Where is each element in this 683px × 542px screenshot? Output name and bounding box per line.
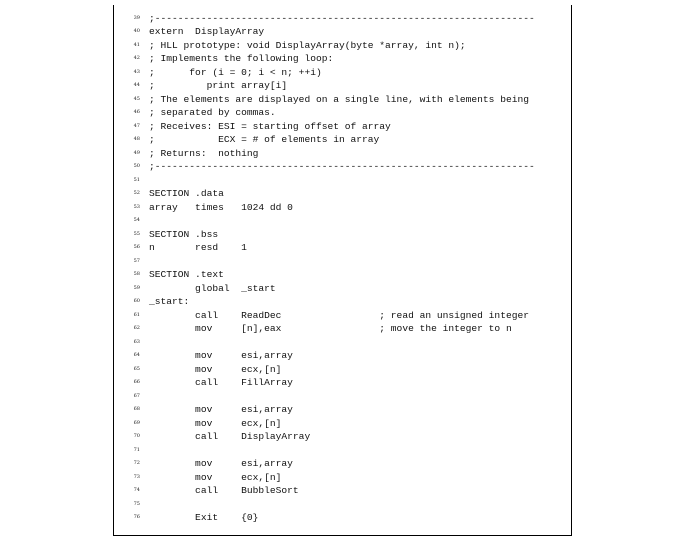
code-line — [114, 79, 571, 93]
code-text: call DisplayArray — [149, 431, 311, 442]
code-line — [114, 417, 571, 431]
line-number: 41 — [133, 41, 140, 48]
line-number: 74 — [133, 487, 140, 493]
code-line — [114, 255, 571, 269]
code-line — [114, 498, 571, 512]
code-line — [114, 39, 571, 53]
code-line — [114, 106, 571, 120]
line-number: 67 — [133, 392, 140, 399]
line-number: 61 — [133, 311, 140, 318]
code-text: mov ecx,[n] — [149, 417, 282, 429]
code-text: call BubbleSort — [149, 485, 299, 496]
code-line — [114, 268, 571, 282]
code-line — [114, 160, 571, 174]
code-text: mov esi,array — [149, 458, 293, 469]
line-number: 55 — [133, 230, 140, 237]
line-number: 52 — [133, 190, 140, 196]
code-text: call FillArray — [149, 377, 293, 388]
line-number: 42 — [133, 55, 140, 61]
code-text: global _start — [149, 282, 276, 294]
line-number: 39 — [133, 14, 140, 21]
line-number: 56 — [133, 244, 140, 250]
code-text: ; print array[i] — [149, 80, 288, 91]
code-line — [114, 228, 571, 242]
code-line — [114, 363, 571, 377]
line-number: 66 — [133, 379, 140, 385]
code-line — [114, 120, 571, 134]
code-text: n resd 1 — [149, 242, 247, 253]
line-number: 72 — [133, 460, 140, 466]
line-number: 75 — [133, 500, 140, 507]
code-line — [114, 349, 571, 363]
code-text: ; Implements the following loop: — [149, 53, 334, 64]
code-text: extern DisplayArray — [149, 26, 265, 37]
code-text: ; Returns: nothing — [149, 147, 259, 159]
code-text: mov ecx,[n] — [149, 363, 282, 375]
line-number: 44 — [133, 82, 140, 88]
code-text: SECTION .text — [149, 269, 224, 280]
line-number: 69 — [133, 419, 140, 426]
code-line — [114, 430, 571, 444]
code-text: call ReadDec ; read an unsigned integer — [149, 309, 529, 321]
code-line — [114, 241, 571, 255]
line-number: 53 — [133, 203, 140, 210]
code-text: SECTION .data — [149, 188, 224, 199]
code-text: ; The elements are displayed on a single line, with elements being — [149, 93, 529, 105]
line-number: 46 — [133, 109, 140, 115]
code-text: ;------------------------------------------------------------------ — [149, 161, 535, 172]
code-line — [114, 511, 571, 525]
code-line — [114, 309, 571, 323]
code-line — [114, 12, 571, 26]
code-text: array times 1024 dd 0 — [149, 201, 293, 213]
line-number: 47 — [133, 122, 140, 129]
code-line — [114, 484, 571, 498]
line-number: 59 — [133, 284, 140, 291]
code-listing-frame — [113, 5, 572, 536]
line-number: 48 — [133, 136, 140, 142]
code-text: ; for (i = 0; i < n; ++i) — [149, 66, 322, 78]
line-number: 58 — [133, 271, 140, 277]
line-number: 57 — [133, 257, 140, 264]
code-line — [114, 444, 571, 458]
code-text: ; Receives: ESI = starting offset of array — [149, 120, 391, 132]
line-number: 51 — [133, 176, 140, 183]
code-text: ; separated by commas. — [149, 107, 276, 118]
code-text: ;------------------------------------------------------------------ — [149, 12, 535, 24]
code-text: SECTION .bss — [149, 228, 219, 240]
line-number: 70 — [133, 433, 140, 439]
code-line — [114, 282, 571, 296]
code-text: ; HLL prototype: void DisplayArray(byte *array, int n); — [149, 39, 466, 51]
code-line — [114, 295, 571, 309]
line-number: 73 — [133, 473, 140, 480]
code-text: Exit {0} — [149, 512, 259, 523]
code-line — [114, 147, 571, 161]
code-text: ; ECX = # of elements in array — [149, 134, 380, 145]
code-line — [114, 336, 571, 350]
line-number: 50 — [133, 163, 140, 169]
code-line — [114, 201, 571, 215]
code-line — [114, 93, 571, 107]
code-line — [114, 322, 571, 336]
code-line — [114, 403, 571, 417]
line-number: 71 — [133, 446, 140, 453]
code-line — [114, 25, 571, 39]
code-line — [114, 471, 571, 485]
line-number: 65 — [133, 365, 140, 372]
code-text: mov ecx,[n] — [149, 471, 282, 483]
code-line — [114, 52, 571, 66]
line-number: 76 — [133, 514, 140, 520]
line-number: 64 — [133, 352, 140, 358]
code-line — [114, 457, 571, 471]
code-line — [114, 174, 571, 188]
line-number: 40 — [133, 28, 140, 34]
code-line — [114, 390, 571, 404]
line-number: 60 — [133, 298, 140, 304]
code-line — [114, 187, 571, 201]
line-number: 54 — [133, 217, 140, 223]
code-line — [114, 214, 571, 228]
line-number: 68 — [133, 406, 140, 412]
line-number: 63 — [133, 338, 140, 345]
code-text: mov esi,array — [149, 404, 293, 415]
code-line — [114, 376, 571, 390]
code-line — [114, 133, 571, 147]
line-number: 62 — [133, 325, 140, 331]
code-line — [114, 66, 571, 80]
code-text: mov esi,array — [149, 350, 293, 361]
line-number: 43 — [133, 68, 140, 75]
line-number: 45 — [133, 95, 140, 102]
code-text: mov [n],eax ; move the integer to n — [149, 323, 512, 334]
code-text: _start: — [149, 296, 190, 307]
line-number: 49 — [133, 149, 140, 156]
